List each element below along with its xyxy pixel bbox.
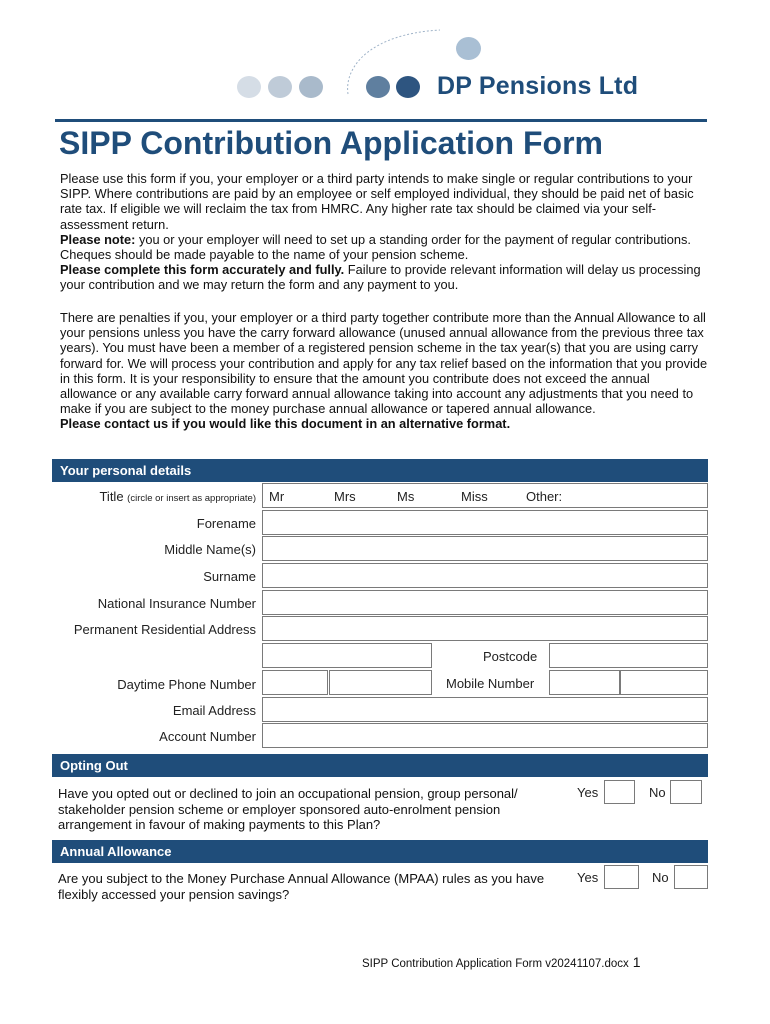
contact-note: Please contact us if you would like this document in an alternative format. <box>60 416 511 432</box>
title-option-miss[interactable]: Miss <box>461 489 488 504</box>
daytime-phone-code-field[interactable] <box>262 670 328 695</box>
title-option-other[interactable]: Other: <box>526 489 563 504</box>
address-field-line1[interactable] <box>262 616 708 641</box>
surname-label: Surname <box>203 569 256 584</box>
opting-out-question: Have you opted out or declined to join an occupational pension, group personal/ stakeholder pension scheme or employer sponsored auto-enrolment pension arrangement in favour of making payments to this Plan? <box>58 786 518 832</box>
header-rule <box>55 119 707 122</box>
logo-dot-icon <box>456 37 481 60</box>
section-header-annual-allowance: Annual Allowance <box>52 840 708 863</box>
note-label: Please note: <box>60 231 136 247</box>
daytime-phone-label: Daytime Phone Number <box>117 677 256 692</box>
page-number: 1 <box>632 954 641 970</box>
middle-name-label: Middle Name(s) <box>164 542 256 557</box>
brand-name: DP Pensions Ltd <box>437 72 639 100</box>
mobile-number-label: Mobile Number <box>446 676 535 691</box>
title-option-mr[interactable]: Mr <box>269 489 285 504</box>
section-header-opting-out: Opting Out <box>52 754 708 777</box>
title-option-mrs[interactable]: Mrs <box>334 489 356 504</box>
address-label: Permanent Residential Address <box>73 622 256 637</box>
opting-yes-checkbox[interactable] <box>604 780 635 804</box>
opting-no-label: No <box>649 785 666 800</box>
ni-number-label: National Insurance Number <box>97 596 256 611</box>
footer-document-name: SIPP Contribution Application Form v20241107.docx <box>362 958 629 970</box>
forename-field[interactable] <box>262 510 708 535</box>
email-label: Email Address <box>172 703 256 718</box>
mpaa-no-label: No <box>652 870 669 885</box>
daytime-phone-field[interactable] <box>329 670 432 695</box>
allowance-paragraph: There are penalties if you, your employer or a third party together contribute more than the Annual Allowance to all your pensions unless you have the carry forward allowance (unused annual allowance from the previous three tax years). You must have been a member of a registered pension scheme in the tax year(s) that you are using carry forward for. We will process your contribution and apply for any tax relief based on the information that you provide in this form. It is your responsibility to ensure that the amount you contribute does not exceed the annual allowance or any available carry forward annual allowance taking into account any adjustments that you need to make if you are subject to the money purchase annual allowance or tapered annual allowance. Please contact us if you would like this document in an alternative format. <box>60 310 708 432</box>
forename-label: Forename <box>196 516 256 531</box>
mobile-number-field[interactable] <box>620 670 708 695</box>
email-field[interactable] <box>262 697 708 722</box>
postcode-field[interactable] <box>549 643 708 668</box>
logo-dot-icon <box>237 76 261 98</box>
mpaa-question: Are you subject to the Money Purchase Annual Allowance (MPAA) rules as you have flexibly accessed your pension savings? <box>58 871 545 902</box>
title-label: Title (circle or insert as appropriate) <box>99 489 256 504</box>
logo-dot-icon <box>268 76 292 98</box>
mpaa-yes-label: Yes <box>577 870 599 885</box>
opting-yes-label: Yes <box>577 785 599 800</box>
complete-label: Please complete this form accurately and fully. <box>60 262 345 278</box>
opting-no-checkbox[interactable] <box>670 780 702 804</box>
surname-field[interactable] <box>262 563 708 588</box>
mobile-code-field[interactable] <box>549 670 620 695</box>
logo-dot-icon <box>299 76 323 98</box>
address-field-line2[interactable] <box>262 643 432 668</box>
intro-paragraph: Please use this form if you, your employer or a third party intends to make single or regular contributions to your SIPP. Where contributions are paid by an employee or self employed individual, they should be paid net of basic rate tax. If eligible we will reclaim the tax from HMRC. Any higher rate tax should be claimed via your self-assessment return. Please note: you or your employer will need to set up a standing order for the payment of regular contributions. Cheques should be made payable to the name of your pension scheme. Please complete this form accurately and fully. Failure to provide relevant information will delay us processing your contribution and we may return the form and any payment to you. <box>60 171 701 293</box>
page-footer <box>362 954 641 970</box>
postcode-label: Postcode <box>483 649 538 664</box>
mpaa-no-checkbox[interactable] <box>674 865 708 889</box>
page-title: SIPP Contribution Application Form <box>59 125 603 161</box>
mpaa-yes-checkbox[interactable] <box>604 865 639 889</box>
logo-dot-icon <box>396 76 420 98</box>
ni-number-field[interactable] <box>262 590 708 615</box>
account-number-label: Account Number <box>159 729 256 744</box>
logo-dot-icon <box>366 76 390 98</box>
section-header-personal: Your personal details <box>52 459 708 482</box>
title-option-ms[interactable]: Ms <box>397 489 415 504</box>
account-number-field[interactable] <box>262 723 708 748</box>
middle-name-field[interactable] <box>262 536 708 561</box>
